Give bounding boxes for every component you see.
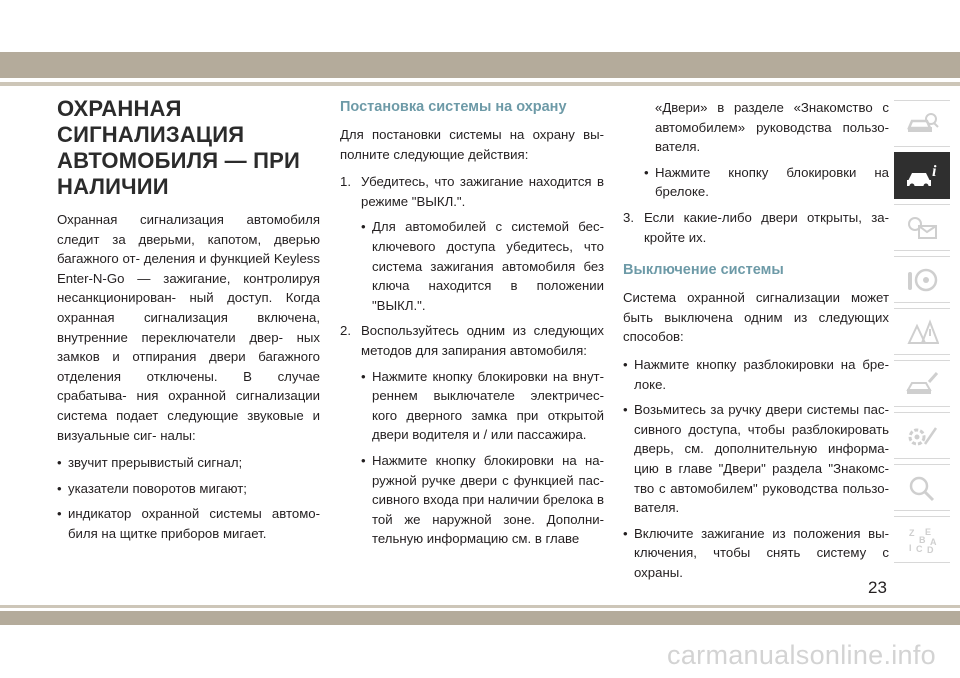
wrench-car-icon [905, 370, 939, 398]
list-item: • Возьмитесь за ручку двери системы пас- сивного доступа, чтобы разблокировать дверь, см. дополнительную информа- цию в главе "Двери" раздела "Знакомс- тво с автомобилем" руководства пользо- вателя. [623, 400, 889, 518]
tab-gear-tools[interactable] [894, 412, 950, 459]
section-heading-arming: Постановка системы на охрану [340, 99, 567, 115]
tab-index[interactable] [894, 516, 950, 563]
header-band [0, 52, 960, 78]
svg-text:Z: Z [909, 527, 915, 538]
column-1 [57, 96, 320, 550]
page-number: 23 [868, 578, 887, 597]
page-title: ОХРАННАЯ СИГНАЛИЗАЦИЯ АВТОМОБИЛЯ — ПРИ НАЛИЧИИ [57, 96, 300, 199]
svg-text:D: D [927, 544, 934, 554]
step-2 [340, 321, 604, 360]
watermark-text: carmanualsonline.info [667, 640, 936, 670]
road-warning-icon [905, 318, 939, 346]
list-item: • Включите зажигание из положения вы- ключения, чтобы снять систему с охраны. [623, 524, 889, 583]
step-text: Воспользуйтесь одним из следующих методов для запирания автомобиля: [361, 323, 604, 358]
column-2 [340, 98, 604, 555]
sub-list-item: • Нажмите кнопку блокировки на брелоке. [623, 163, 889, 202]
step-number: 2. [340, 323, 351, 339]
chapter-tabs [894, 100, 950, 568]
warning-message-icon [905, 214, 939, 242]
section-heading-disarming: Выключение системы [623, 262, 784, 279]
step-3 [623, 208, 889, 247]
car-info-icon [905, 162, 939, 190]
tab-magnifier[interactable] [894, 464, 950, 511]
svg-text:E: E [925, 526, 932, 537]
step-number: 3. [623, 209, 634, 225]
gear-tools-icon [905, 422, 939, 450]
svg-text:A: A [930, 536, 937, 547]
continuation-text: «Двери» в разделе «Знакомство с автомобилем» руководства пользо- вателя. [655, 100, 889, 155]
tab-car-search[interactable] [894, 100, 950, 147]
svg-text:I: I [909, 542, 912, 553]
step-text: Убедитесь, что зажигание находится в режиме "ВЫКЛ.". [361, 174, 604, 209]
intro-paragraph: Охранная сигнализация автомобиля следит за дверьми, капотом, дверью багажного от- деления и функцией Keyless Enter-N-Go — зажигание, контролируя несанкционирован- ный доступ. Когда охранная сигнализация включена, внутренние переключатели двер- ных замков и отпирания двери багажного отделения отключены. В случае срабатыва- ния охранной сигнализации система подает следующие звуковые и визуальные сиг- налы: [57, 212, 320, 443]
tab-steering-wheel[interactable] [894, 256, 950, 303]
sub-list-item: • Для автомобилей с системой бес- ключевого доступа убедитесь, что система зажигания автомобиля без ключа находится в положении "ВЫКЛ.". [340, 217, 604, 315]
step-1 [340, 172, 604, 211]
header-band-thin [0, 82, 960, 86]
magnifier-icon [905, 474, 939, 502]
arming-intro: Для постановки системы на охрану вы- полните следующие действия: [340, 127, 604, 162]
tab-road-warning[interactable] [894, 308, 950, 355]
svg-text:i: i [932, 162, 937, 180]
tab-wrench-car[interactable] [894, 360, 950, 407]
column-3 [623, 98, 889, 588]
car-search-icon [905, 110, 939, 138]
list-item: • указатели поворотов мигают; [57, 479, 320, 499]
sub-list-item: • Нажмите кнопку блокировки на внут- реннем выключателе электричес- кого дверного замка при открытой двери водителя и / или пассажира. [340, 367, 604, 445]
index-letters-icon [905, 526, 939, 554]
step-number: 1. [340, 174, 351, 190]
watermark [0, 640, 960, 671]
list-item: • индикатор охранной системы автомо- биля на щитке приборов мигает. [57, 504, 320, 543]
tab-warning-message[interactable] [894, 204, 950, 251]
footer-band-thin [0, 605, 960, 608]
disarming-intro: Система охранной сигнализации может быть выключена одним из следующих способов: [623, 290, 889, 345]
list-item: • звучит прерывистый сигнал; [57, 453, 320, 473]
list-item: • Нажмите кнопку разблокировки на бре- локе. [623, 355, 889, 394]
footer-band [0, 611, 960, 625]
sub-list-item: • Нажмите кнопку блокировки на на- ружной ручке двери с функцией пас- сивного входа при наличии брелока в той же наружной зоне. Дополни- тельную информацию см. в главе [340, 451, 604, 549]
svg-text:B: B [919, 534, 926, 545]
step-text: Если какие-либо двери открыты, за- кройте их. [644, 209, 889, 245]
svg-text:C: C [916, 543, 923, 554]
steering-wheel-icon [905, 266, 939, 294]
tab-car-info[interactable] [894, 152, 950, 199]
